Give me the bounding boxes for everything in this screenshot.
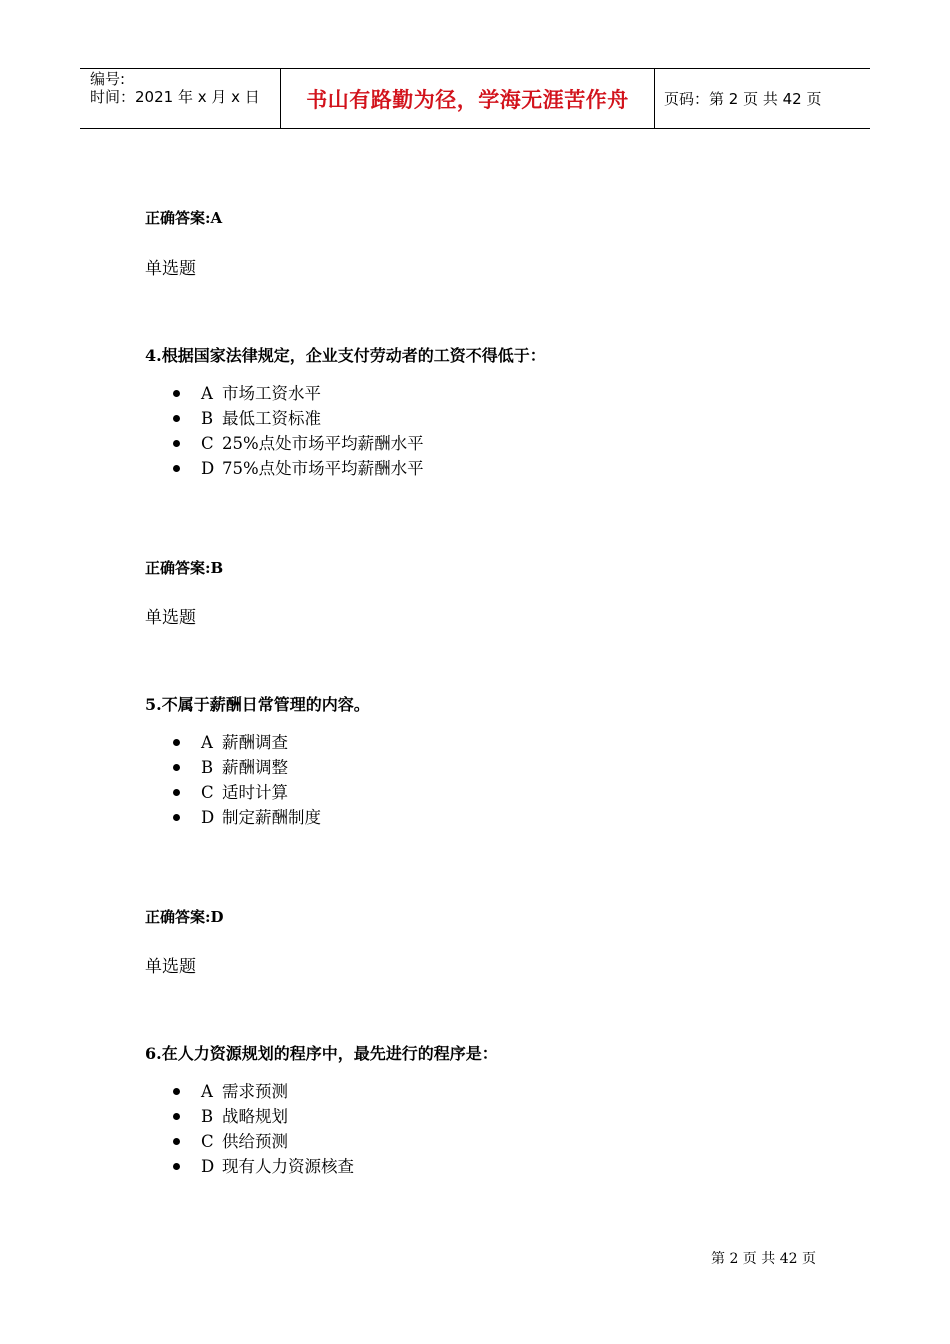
document-time-label: 时间：2021 年 x 月 x 日 <box>90 88 260 106</box>
bullet-icon <box>173 1138 180 1145</box>
question-title: 5.不属于薪酬日常管理的内容。 <box>145 695 370 714</box>
bullet-icon <box>173 415 180 422</box>
bullet-icon <box>173 764 180 771</box>
option-letter: C <box>201 1132 214 1151</box>
option-letter: B <box>201 758 214 777</box>
header-motto-cell <box>281 69 655 128</box>
option-text: 现有人力资源核查 <box>222 1157 354 1176</box>
correct-answer: 正确答案:D <box>145 908 224 926</box>
option-letter: A <box>201 733 213 752</box>
page-footer: 第 2 页 共 42 页 <box>711 1251 816 1267</box>
option-letter: B <box>201 1107 214 1126</box>
option-text: 最低工资标准 <box>222 409 321 428</box>
header-page-cell <box>655 69 870 128</box>
bullet-icon <box>173 1113 180 1120</box>
correct-answer: 正确答案:B <box>145 559 224 577</box>
option-letter: D <box>201 459 215 478</box>
correct-answer: 正确答案:A <box>145 209 223 227</box>
option-text: 供给预测 <box>222 1132 288 1151</box>
option-letter: D <box>201 808 215 827</box>
bullet-icon <box>173 739 180 746</box>
question-type: 单选题 <box>145 608 196 628</box>
header-meta <box>80 69 281 128</box>
document-header <box>80 68 870 129</box>
bullet-icon <box>173 1163 180 1170</box>
option-text: 25%点处市场平均薪酬水平 <box>222 434 424 453</box>
option-letter: A <box>201 384 213 403</box>
question-title: 4.根据国家法律规定，企业支付劳动者的工资不得低于： <box>145 346 546 365</box>
question-type: 单选题 <box>145 259 196 279</box>
option-letter: B <box>201 409 214 428</box>
option-letter: A <box>201 1082 213 1101</box>
bullet-icon <box>173 1088 180 1095</box>
option-text: 需求预测 <box>222 1082 288 1101</box>
option-text: 战略规划 <box>222 1107 288 1126</box>
bullet-icon <box>173 465 180 472</box>
option-text: 适时计算 <box>222 783 288 802</box>
option-text: 市场工资水平 <box>222 384 321 403</box>
bullet-icon <box>173 390 180 397</box>
bullet-icon <box>173 789 180 796</box>
option-letter: C <box>201 434 214 453</box>
option-text: 制定薪酬制度 <box>222 808 321 827</box>
option-text: 75%点处市场平均薪酬水平 <box>222 459 424 478</box>
option-text: 薪酬调整 <box>222 758 288 777</box>
bullet-icon <box>173 440 180 447</box>
bullet-icon <box>173 814 180 821</box>
header-page-info: 页码：第 2 页 共 42 页 <box>664 90 822 108</box>
question-title: 6.在人力资源规划的程序中，最先进行的程序是： <box>145 1044 498 1063</box>
option-text: 薪酬调查 <box>222 733 288 752</box>
header-motto: 书山有路勤为径，学海无涯苦作舟 <box>306 87 629 112</box>
option-letter: C <box>201 783 214 802</box>
document-number-label: 编号: <box>90 70 126 88</box>
option-letter: D <box>201 1157 215 1176</box>
question-type: 单选题 <box>145 957 196 977</box>
